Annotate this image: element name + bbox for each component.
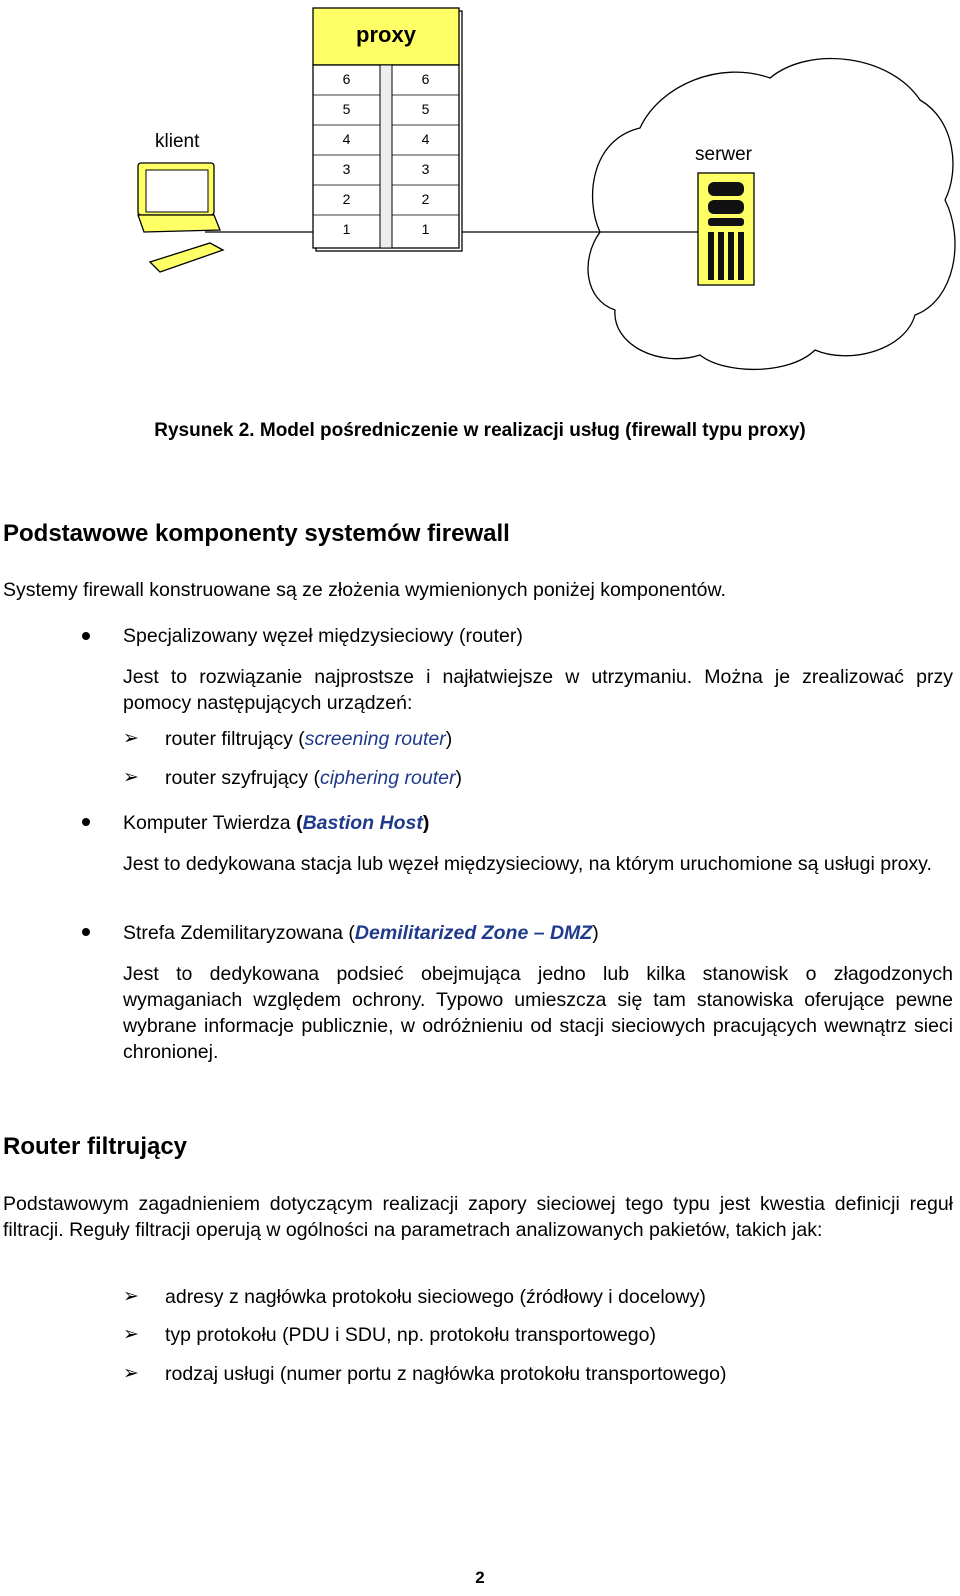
subitem-text: router szyfrujący (: [165, 767, 320, 789]
cloud-shape: [588, 59, 955, 370]
dot-bullet-icon: [82, 632, 90, 640]
list-item: rodzaj usługi (numer portu z nagłówka protokołu transportowego): [165, 1363, 727, 1385]
section-heading-components: Podstawowe komponenty systemów firewall: [3, 520, 510, 547]
dot-bullet-icon: [82, 928, 90, 936]
item-desc-bastion: Jest to dedykowana stacja lub węzeł międzysieciowy, na którym uruchomione są usługi proxy.: [123, 853, 932, 875]
item-title-bastion: [123, 810, 429, 836]
arrow-bullet-icon: ➢: [123, 728, 139, 749]
item-title-text: Strefa Zdemilitaryzowana (: [123, 922, 355, 944]
layer-cell: 2: [342, 191, 351, 207]
computer-icon: [138, 163, 223, 272]
item-title-dmz: [123, 920, 599, 946]
section2-intro: Podstawowym zagadnieniem dotyczącym realizacji zapory sieciowej tego typu jest kwestia definicji reguł filtracji. Reguły filtracji operują w ogólności na parametrach analizowanych pakietów, takich jak:: [3, 1193, 953, 1241]
arrow-bullet-icon: ➢: [123, 1286, 139, 1307]
list-item: typ protokołu (PDU i SDU, np. protokołu transportowego): [165, 1324, 656, 1346]
layer-cell: 1: [342, 221, 351, 237]
layer-cell: 3: [421, 161, 430, 177]
layer-cell: 4: [421, 131, 430, 147]
subitem-ciphering-router: [165, 765, 462, 791]
proxy-label: proxy: [356, 22, 416, 47]
subitem-close: ): [445, 728, 453, 750]
section-heading-router: Router filtrujący: [3, 1133, 188, 1160]
server-icon: [698, 173, 754, 285]
subitem-screening-router: [165, 726, 452, 752]
layer-cell: 6: [421, 71, 430, 87]
figure-caption: Rysunek 2. Model pośredniczenie w realizacji usług (firewall typu proxy): [154, 420, 806, 441]
page-number: 2: [475, 1568, 485, 1587]
layer-cell: 3: [342, 161, 351, 177]
subitem-term: ciphering router: [319, 767, 456, 789]
item-title-close: ): [592, 922, 599, 944]
list-item: adresy z nagłówka protokołu sieciowego (źródłowy i docelowy): [165, 1286, 706, 1308]
item-desc-dmz: Jest to dedykowana podsieć obejmująca jedno lub kilka stanowisk o złagodzonych wymaganiach względem ochrony. Typowo umieszcza się tam stanowiska oferujące pewne wybrane informacje publicznie, w odróżnieniu od stacji sieciowych pracujących wewnątrz sieci chronionej.: [123, 963, 953, 1063]
subitem-text: router filtrujący (: [165, 728, 305, 750]
client-label: klient: [155, 131, 200, 152]
layer-cell: 4: [342, 131, 351, 147]
layer-cell: 5: [342, 101, 351, 117]
section-intro: Systemy firewall konstruowane są ze złożenia wymienionych poniżej komponentów.: [3, 579, 726, 601]
layer-cell: 1: [421, 221, 430, 237]
subitem-term: screening router: [304, 728, 446, 750]
item-title-close: ): [422, 812, 430, 834]
item-title-term: Demilitarized Zone – DMZ: [354, 922, 593, 944]
item-title-open: (: [296, 812, 303, 834]
arrow-bullet-icon: ➢: [123, 1363, 139, 1384]
item-title-text: Komputer Twierdza: [123, 812, 297, 834]
layer-cell: 5: [421, 101, 430, 117]
layer-cell: 2: [421, 191, 430, 207]
item-desc-router: Jest to rozwiązanie najprostsze i najłatwiejsze w utrzymaniu. Można je zrealizować przy pomocy następujących urządzeń:: [123, 666, 953, 714]
layer-cell: 6: [342, 71, 351, 87]
server-label: serwer: [695, 144, 753, 165]
item-title-router: Specjalizowany węzeł międzysieciowy (router): [123, 625, 523, 647]
arrow-bullet-icon: ➢: [123, 767, 139, 788]
proxy-diagram: [0, 0, 960, 420]
dot-bullet-icon: [82, 818, 90, 826]
subitem-close: ): [455, 767, 462, 789]
arrow-bullet-icon: ➢: [123, 1324, 139, 1345]
item-title-term: Bastion Host: [302, 812, 423, 834]
